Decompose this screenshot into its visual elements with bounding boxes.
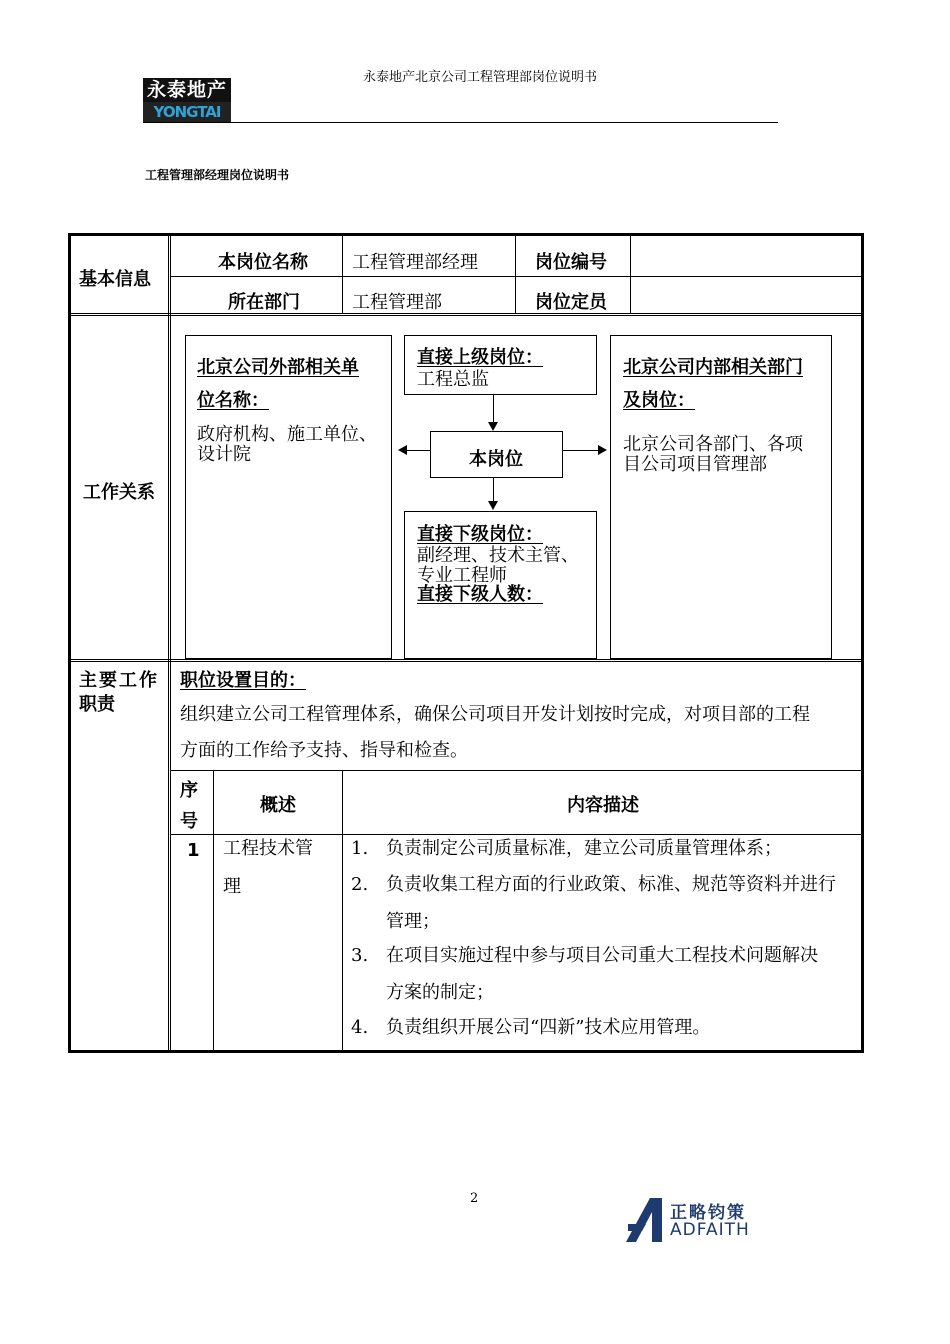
arrow-down-head <box>488 422 498 431</box>
arrow-right-head <box>598 445 607 455</box>
page-number: 2 <box>470 1191 479 1206</box>
document-title: 工程管理部经理岗位说明书 <box>145 168 290 182</box>
arrow-down-head <box>488 501 498 510</box>
internal-value-line1: 北京公司各部门、各项 <box>623 434 803 455</box>
basic-info-label: 基本信息 <box>79 269 151 290</box>
external-value-line2: 设计院 <box>197 444 251 465</box>
row-line <box>171 770 861 771</box>
external-title-line2: 位名称： <box>197 390 269 411</box>
duties-label-line2: 职责 <box>79 694 115 715</box>
external-title-line1: 北京公司外部相关单 <box>197 357 359 378</box>
dept-label: 所在部门 <box>228 292 300 313</box>
section-separator <box>71 313 861 316</box>
header-title: 永泰地产北京公司工程管理部岗位说明书 <box>363 70 598 85</box>
duty-item-num: 3. <box>351 945 369 966</box>
external-value-line1: 政府机构、施工单位、 <box>197 424 377 445</box>
arrow-down-line <box>493 395 494 422</box>
quota-label: 岗位定员 <box>535 292 607 313</box>
col-line <box>213 770 214 1050</box>
section-divider <box>168 236 171 1050</box>
col-line <box>515 236 516 314</box>
col-no-line1: 序 <box>180 780 198 801</box>
logo-en-text: YONGTAI <box>143 102 231 122</box>
work-relations-label: 工作关系 <box>83 482 155 503</box>
internal-value-line2: 目公司项目管理部 <box>623 454 767 475</box>
arrow-left-head <box>398 445 407 455</box>
internal-depts-box <box>610 335 832 659</box>
dept-value: 工程管理部 <box>352 292 442 313</box>
duty-item-num: 1. <box>351 838 369 859</box>
row-summary-line1: 工程技术管 <box>223 838 313 859</box>
duty-item-num: 2. <box>351 874 369 895</box>
subordinate-count-label: 直接下级人数： <box>417 584 543 605</box>
company-logo <box>143 78 231 122</box>
duties-label-line1: 主要工作 <box>79 670 159 691</box>
subordinate-value-line1: 副经理、技术主管、 <box>417 545 579 566</box>
row-line <box>171 276 861 277</box>
arrow-left-line <box>407 450 430 451</box>
purpose-line1: 组织建立公司工程管理体系，确保公司项目开发计划按时完成，对项目部的工程 <box>180 704 810 725</box>
duty-item-line2: 方案的制定； <box>386 982 494 1003</box>
internal-title-line1: 北京公司内部相关部门 <box>623 357 803 378</box>
post-name-label: 本岗位名称 <box>218 252 308 273</box>
subordinate-title: 直接下级岗位： <box>417 524 543 545</box>
self-post-label: 本岗位 <box>469 449 523 470</box>
superior-box <box>404 335 597 395</box>
superior-title: 直接上级岗位： <box>417 347 543 368</box>
duty-item-line2: 管理； <box>386 911 440 932</box>
col-line <box>630 236 631 314</box>
col-line <box>342 236 343 314</box>
adfaith-logo <box>626 1196 756 1244</box>
self-post-box <box>430 431 563 478</box>
purpose-title: 职位设置目的： <box>180 670 306 691</box>
subordinate-value-line2: 专业工程师 <box>417 565 507 586</box>
subordinate-box <box>404 511 597 659</box>
duty-item-line1: 在项目实施过程中参与项目公司重大工程技术问题解决 <box>386 945 818 966</box>
header-rule <box>143 122 778 123</box>
arrow-right-line <box>563 450 599 451</box>
col-line <box>342 770 343 1050</box>
duty-item-num: 4. <box>351 1017 369 1038</box>
duty-item-line1: 负责制定公司质量标准，建立公司质量管理体系； <box>386 838 782 859</box>
section-separator <box>71 659 861 662</box>
brand-cn: 正略钧策 <box>670 1203 746 1223</box>
superior-value: 工程总监 <box>417 369 489 390</box>
external-units-box <box>185 335 392 659</box>
purpose-line2: 方面的工作给予支持、指导和检查。 <box>180 740 468 761</box>
logo-cn-text: 永泰地产 <box>143 78 231 102</box>
arrow-down-line <box>493 478 494 502</box>
post-name-value: 工程管理部经理 <box>352 252 478 273</box>
internal-title-line2: 及岗位： <box>623 390 695 411</box>
row-summary-line2: 理 <box>223 876 241 897</box>
duty-item-line1: 负责收集工程方面的行业政策、标准、规范等资料并进行 <box>386 874 836 895</box>
duty-item-line1: 负责组织开展公司“四新”技术应用管理。 <box>386 1017 711 1038</box>
adfaith-mark-icon <box>626 1198 666 1242</box>
brand-en: ADFAITH <box>670 1220 750 1240</box>
col-no-line2: 号 <box>180 811 198 832</box>
row-no: 1 <box>187 840 200 861</box>
col-summary-header: 概述 <box>260 795 296 816</box>
post-code-label: 岗位编号 <box>535 252 607 273</box>
col-desc-header: 内容描述 <box>567 795 639 816</box>
